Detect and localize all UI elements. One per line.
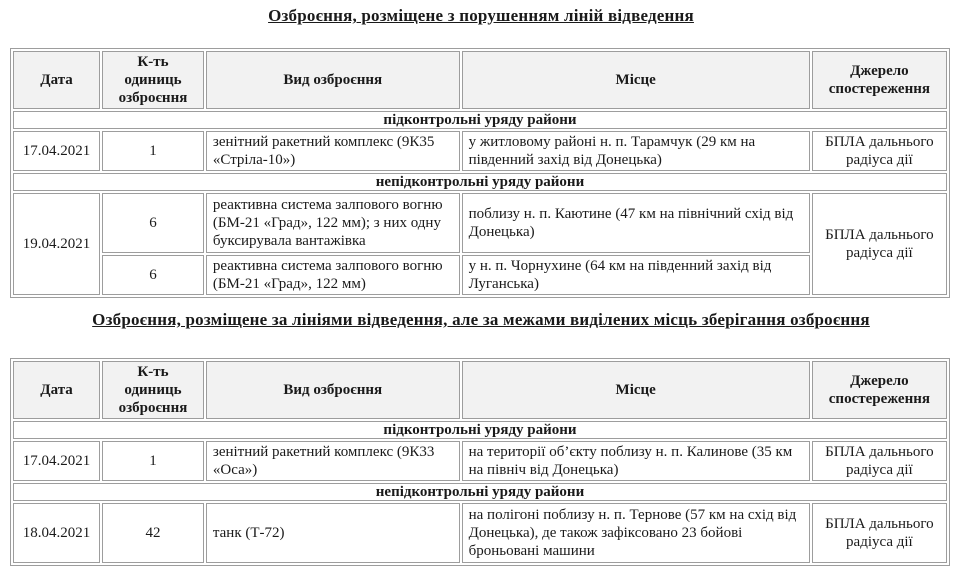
header-weapon-type: Вид озброєння	[206, 51, 460, 109]
date-cell: 17.04.2021	[13, 131, 100, 171]
count-cell: 1	[102, 441, 204, 481]
header-place: Місце	[462, 361, 810, 419]
date-cell: 17.04.2021	[13, 441, 100, 481]
header-count: К-ть одиниць озброєння	[102, 51, 204, 109]
section-label: непідконтрольні уряду райони	[13, 173, 947, 191]
header-count: К-ть одиниць озброєння	[102, 361, 204, 419]
table-row	[13, 441, 947, 481]
source-cell: БПЛА дальнього радіуса дії	[812, 131, 947, 171]
source-cell: БПЛА дальнього радіуса дії	[812, 441, 947, 481]
header-weapon-type: Вид озброєння	[206, 361, 460, 419]
header-place: Місце	[462, 51, 810, 109]
header-date: Дата	[13, 361, 100, 419]
violations-table	[10, 48, 950, 298]
section-non-government-controlled	[13, 173, 947, 191]
date-cell: 18.04.2021	[13, 503, 100, 563]
count-cell: 6	[102, 255, 204, 295]
header-row	[13, 361, 947, 419]
beyond-lines-table	[10, 358, 950, 566]
count-cell: 6	[102, 193, 204, 253]
location-cell: у житловому районі н. п. Тарамчук (29 км на південний захід від Донецька)	[462, 131, 810, 171]
weapon-type-cell: танк (Т-72)	[206, 503, 460, 563]
header-row	[13, 51, 947, 109]
table-row	[13, 503, 947, 563]
location-cell: на полігоні поблизу н. п. Тернове (57 км на схід від Донецька), де також зафіксовано 23 бойові броньовані машини	[462, 503, 810, 563]
table-row	[13, 193, 947, 253]
count-cell: 42	[102, 503, 204, 563]
table-row	[13, 255, 947, 295]
location-cell: у н. п. Чорнухине (64 км на південний захід від Луганська)	[462, 255, 810, 295]
date-cell: 19.04.2021	[13, 193, 100, 295]
section-government-controlled	[13, 421, 947, 439]
count-cell: 1	[102, 131, 204, 171]
table-row	[13, 131, 947, 171]
header-source: Джерело спостереження	[812, 51, 947, 109]
weapon-type-cell: реактивна система залпового вогню (БМ-21 «Град», 122 мм); з них одну буксирувала вантажівка	[206, 193, 460, 253]
weapon-type-cell: реактивна система залпового вогню (БМ-21 «Град», 122 мм)	[206, 255, 460, 295]
table2-title: Озброєння, розміщене за лініями відведення, але за межами виділених місць зберігання озброєння	[92, 310, 870, 329]
source-cell: БПЛА дальнього радіуса дії	[812, 193, 947, 295]
header-date: Дата	[13, 51, 100, 109]
table1-title: Озброєння, розміщене з порушенням ліній відведення	[268, 6, 694, 25]
section-label: підконтрольні уряду райони	[13, 421, 947, 439]
weapon-type-cell: зенітний ракетний комплекс (9К35 «Стріла-10»)	[206, 131, 460, 171]
section-non-government-controlled	[13, 483, 947, 501]
section-government-controlled	[13, 111, 947, 129]
section-label: непідконтрольні уряду райони	[13, 483, 947, 501]
source-cell: БПЛА дальнього радіуса дії	[812, 503, 947, 563]
header-source: Джерело спостереження	[812, 361, 947, 419]
location-cell: поблизу н. п. Каютине (47 км на північний схід від Донецька)	[462, 193, 810, 253]
section-label: підконтрольні уряду райони	[13, 111, 947, 129]
location-cell: на території об’єкту поблизу н. п. Калинове (35 км на північ від Донецька)	[462, 441, 810, 481]
weapon-type-cell: зенітний ракетний комплекс (9К33 «Оса»)	[206, 441, 460, 481]
